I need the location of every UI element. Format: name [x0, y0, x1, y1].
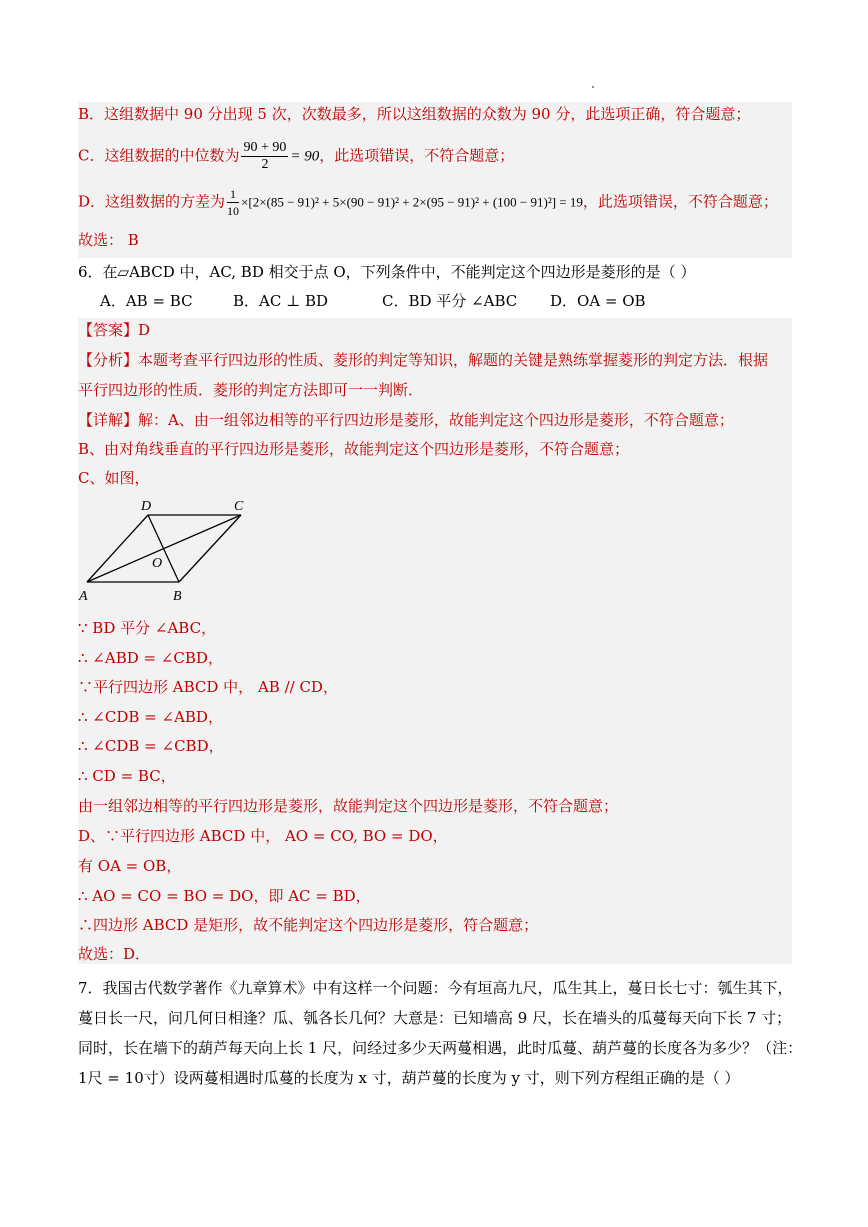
- proof-line-7: 由一组邻边相等的平行四边形是菱形，故能判定这个四边形是菱形，不符合题意；: [78, 797, 619, 815]
- proof-line-9: 有 OA = OB，: [78, 857, 182, 875]
- question-6-options: [100, 291, 660, 311]
- detail-line-1: 【详解】解：A、由一组邻边相等的平行四边形是菱形，故能判定这个四边形是菱形，不符合题意；: [78, 411, 734, 429]
- choice-5: 故选： B: [78, 231, 139, 249]
- option-d: D．OA = OB: [550, 292, 646, 310]
- question-7-line-1: 7．我国古代数学著作《九章算术》中有这样一个问题：今有垣高九尺，瓜生其上，蔓日长七寸：瓠生其下，: [78, 979, 793, 997]
- answer-label: 【答案】D: [78, 321, 151, 339]
- label-a: A: [79, 589, 88, 604]
- proof-line-2: ∴ ∠ABD = ∠CBD，: [78, 649, 223, 667]
- question-7-line-4: 1尺 = 10寸）设两蔓相遇时瓜蔓的长度为 x 寸，葫芦蔓的长度为 y 寸，则下列方程组正确的是（ ）: [78, 1069, 740, 1087]
- proof-line-10: ∴ AO = CO = BO = DO，即 AC = BD，: [78, 887, 371, 905]
- option-b: B．AC ⊥ BD: [233, 292, 329, 310]
- option-a: A．AB = BC: [100, 292, 193, 310]
- parallelogram-figure: [76, 494, 256, 606]
- label-b: B: [173, 589, 182, 604]
- option-c-analysis: C．这组数据的中位数为 $\frac{90 + 90}{2}$ = 90，此选项错误，不符合题意；: [78, 140, 515, 172]
- proof-line-6: ∴ CD = BC，: [78, 767, 176, 785]
- label-o: O: [152, 556, 163, 571]
- proof-line-3: ∵平行四边形 ABCD 中， AB // CD，: [78, 678, 338, 696]
- proof-line-8: D、∵平行四边形 ABCD 中， AO = CO, BO = DO，: [78, 827, 448, 845]
- option-c: C．BD 平分 ∠ABC: [382, 292, 518, 310]
- option-d-analysis: D．这组数据的方差为 $\frac{1}{10}$ ×[2×(85 − 91)² + 5×(90 − 91)² + 2×(95 − 91)² + (100 − 91)²] = 19，此选项错误，不符合题意；: [78, 187, 778, 218]
- diagonal-bd: [148, 515, 179, 582]
- question-7-line-2: 蔓日长一尺，问几何日相逢？瓜、瓠各长几何？大意是：已知墙高 9 尺，长在墙头的瓜蔓每天向下长 7 寸；: [78, 1009, 792, 1027]
- option-b-analysis: B．这组数据中 90 分出现 5 次，次数最多，所以这组数据的众数为 90 分，此选项正确，符合题意；: [78, 105, 751, 123]
- proof-line-4: ∴ ∠CDB = ∠ABD，: [78, 708, 223, 726]
- analysis-line-1: 【分析】本题考查平行四边形的性质、菱形的判定等知识，解题的关键是熟练掌握菱形的判定方法．根据: [78, 351, 769, 369]
- median-fraction: $\frac{90 + 90}{2}$: [243, 140, 287, 172]
- question-7-line-3: 同时，长在墙下的葫芦每天向上长 1 尺，问经过多少天两蔓相遇，此时瓜蔓、葫芦蔓的长度各为多少？（注：: [78, 1039, 803, 1057]
- question-6-stem: 6．在▱ABCD 中，AC, BD 相交于点 O，下列条件中，不能判定这个四边形是菱形的是（ ）: [78, 263, 696, 281]
- side-bc: [179, 515, 241, 582]
- analysis-line-2: 平行四边形的性质．菱形的判定方法即可一一判断．: [78, 381, 424, 399]
- proof-line-1: ∵ BD 平分 ∠ABC，: [78, 619, 217, 637]
- variance-fraction: $\frac{1}{10}$: [227, 187, 240, 218]
- analysis-shade-top: [78, 102, 792, 258]
- label-d: D: [141, 499, 152, 514]
- stray-dot: [592, 86, 594, 88]
- proof-line-11: ∴四边形 ABCD 是矩形，故不能判定这个四边形是菱形，符合题意；: [78, 916, 539, 934]
- side-da: [87, 515, 148, 582]
- detail-line-3: C、如图，: [78, 469, 150, 487]
- label-c: C: [234, 499, 244, 514]
- proof-line-12: 故选：D．: [78, 945, 151, 963]
- detail-line-2: B、由对角线垂直的平行四边形是菱形，故能判定这个四边形是菱形，不符合题意；: [78, 440, 630, 458]
- proof-line-5: ∴ ∠CDB = ∠CBD，: [78, 737, 224, 755]
